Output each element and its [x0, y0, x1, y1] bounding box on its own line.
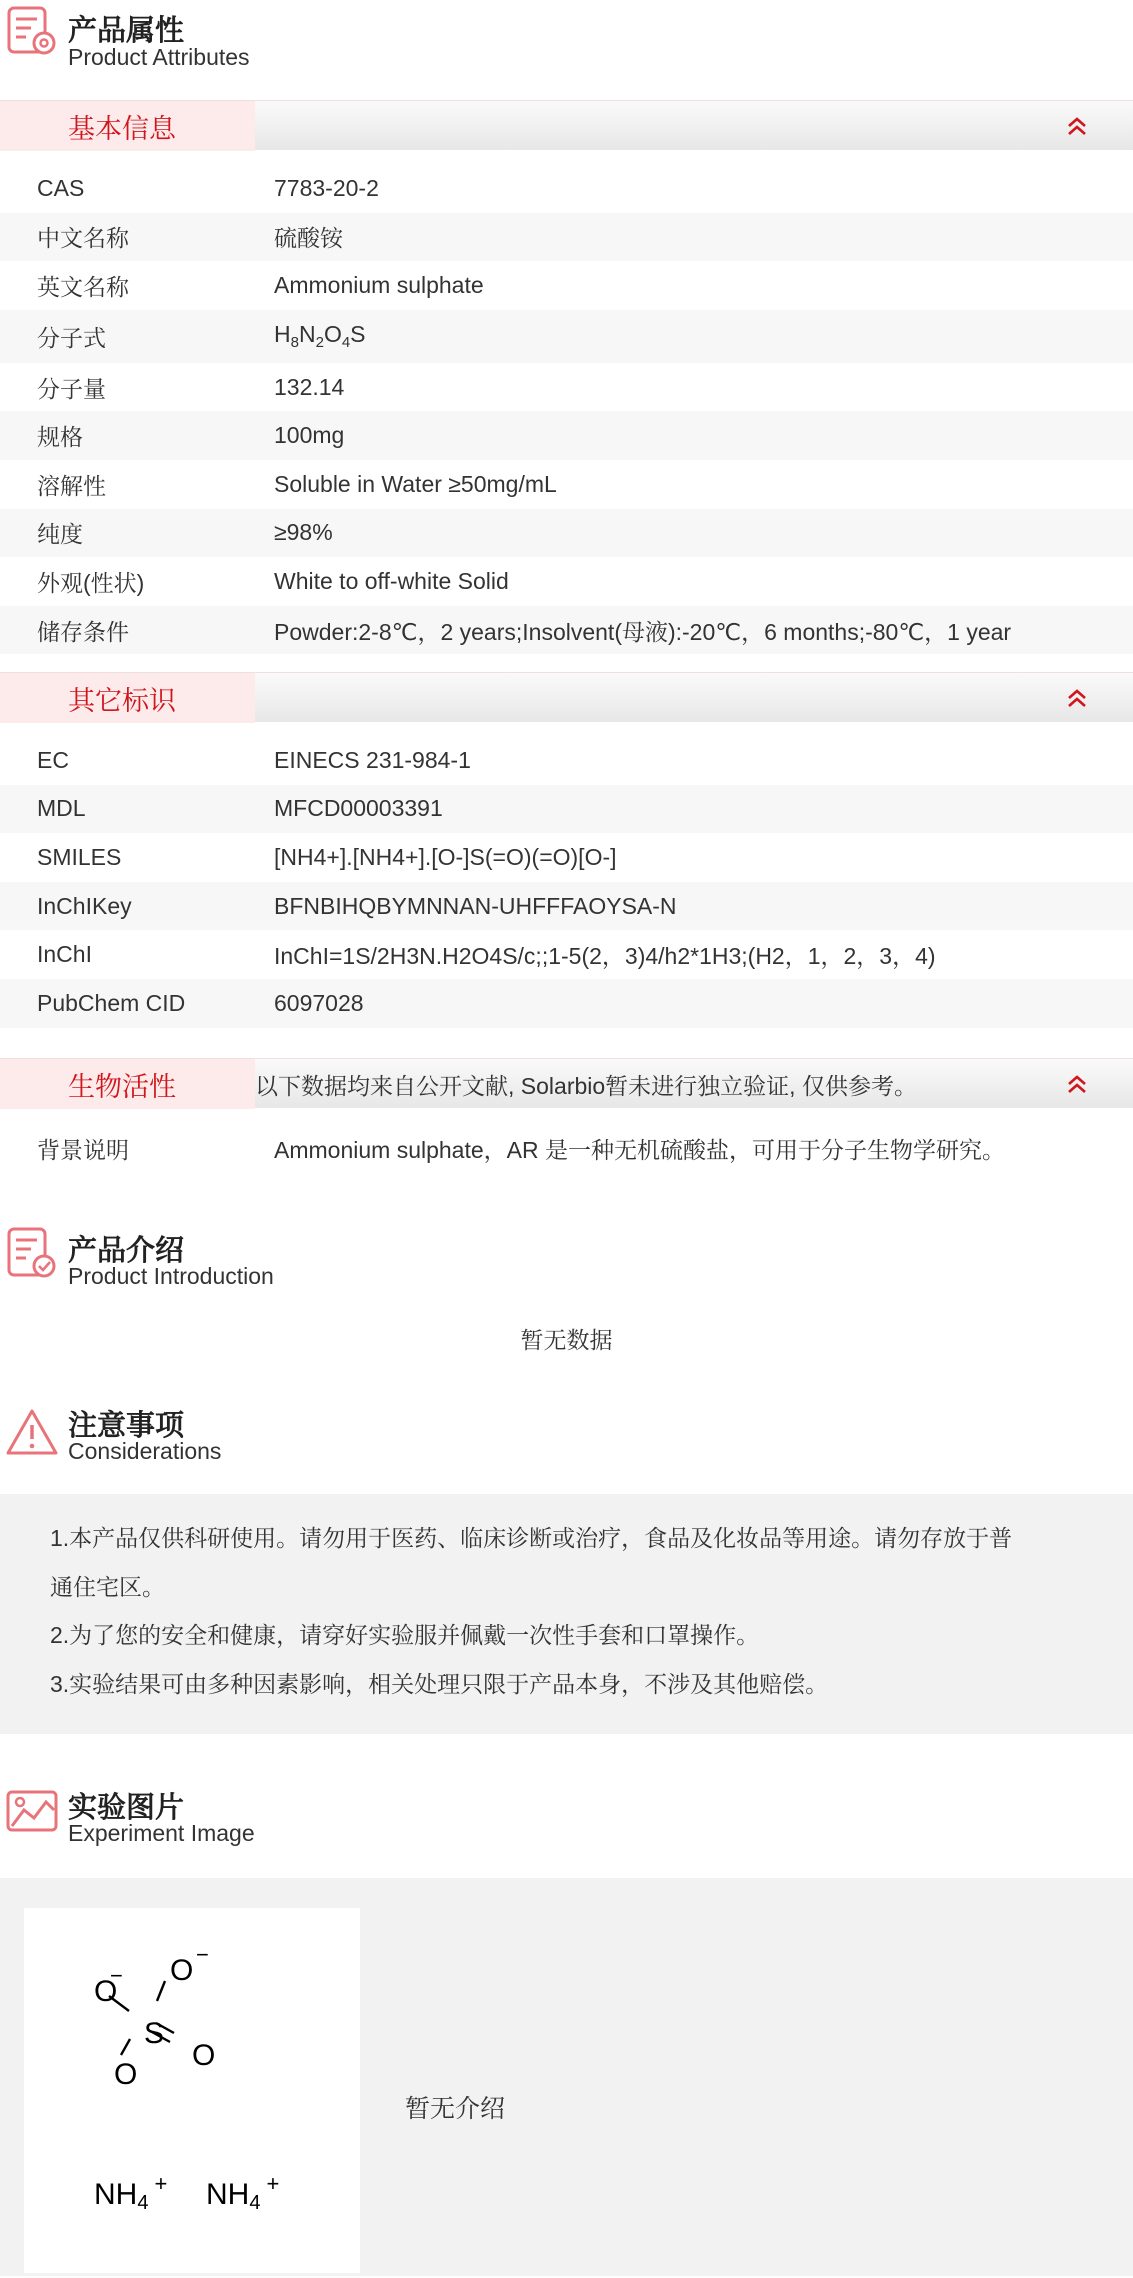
- section-title: 产品介绍: [68, 1235, 185, 1267]
- row-value: Ammonium sulphate: [274, 271, 484, 298]
- row-value: MFCD00003391: [274, 795, 443, 822]
- molecular-formula: $H_8N_2O_4S$: [274, 321, 366, 352]
- table-row: [0, 460, 1133, 509]
- row-key: PubChem CID: [37, 989, 186, 1016]
- empty-data-text: 暂无数据: [520, 1327, 613, 1353]
- row-value: Soluble in Water ≥50mg/mL: [274, 470, 557, 497]
- table-row: [0, 557, 1133, 606]
- document-check-icon: [4, 1225, 60, 1281]
- section-subtitle: Considerations: [68, 1438, 222, 1464]
- row-value: White to off-white Solid: [274, 567, 509, 594]
- other-ids-bar: [0, 672, 1133, 722]
- row-key: 英文名称: [37, 273, 129, 300]
- sulfur-atom: S: [144, 2017, 165, 2050]
- row-value: Ammonium sulphate，AR 是一种无机硫酸盐，可用于分子生物学研究。: [274, 1136, 1005, 1163]
- tab-bio-activity[interactable]: 生物活性: [0, 1059, 255, 1109]
- double-chevron-up-icon[interactable]: [1065, 114, 1089, 138]
- tab-other-ids[interactable]: 其它标识: [0, 673, 255, 723]
- section-title: 注意事项: [68, 1410, 185, 1442]
- warning-triangle-icon: [4, 1405, 60, 1461]
- table-row: [0, 411, 1133, 460]
- row-key: 分子量: [37, 375, 106, 402]
- table-row: [0, 213, 1133, 262]
- table-row: [0, 509, 1133, 558]
- row-key: 纯度: [37, 521, 83, 548]
- section-subtitle: Product Introduction: [68, 1263, 274, 1289]
- ammonium-ion: NH4+: [94, 2171, 168, 2214]
- structure-image: [24, 1908, 360, 2273]
- row-value: ≥98%: [274, 519, 333, 546]
- row-key: 规格: [37, 424, 83, 451]
- row-value: InChI=1S/2H3N.H2O4S/c;;1-5(2，3)4/h2*1H3;(H2，1，2，3，4): [274, 943, 936, 970]
- notice-line: 3.实验结果可由多种因素影响，相关处理只限于产品本身，不涉及其他赔偿。: [50, 1670, 829, 1697]
- row-key: 中文名称: [37, 225, 129, 252]
- notice-line: 2.为了您的安全和健康，请穿好实验服并佩戴一次性手套和口罩操作。: [50, 1622, 760, 1648]
- row-key: 背景说明: [37, 1136, 129, 1163]
- image-caption: 暂无介绍: [405, 2095, 506, 2123]
- negative-charge: −: [196, 1942, 209, 1967]
- table-row: [0, 785, 1133, 834]
- table-row: [0, 736, 1133, 785]
- tab-basic-info[interactable]: 基本信息: [0, 101, 255, 151]
- oxygen-atom: O: [170, 1954, 194, 1987]
- notice-line: 1.本产品仅供科研使用。请勿用于医药、临床诊断或治疗，食品及化妆品等用途。请勿存放于普: [50, 1525, 1013, 1551]
- experiment-image-area: [0, 1878, 1133, 2276]
- row-value: 6097028: [274, 989, 364, 1016]
- oxygen-atom: O: [192, 2039, 216, 2072]
- row-key: InChIKey: [37, 892, 132, 919]
- table-row: [0, 606, 1133, 655]
- table-row: [0, 882, 1133, 931]
- section-title: 实验图片: [68, 1792, 185, 1824]
- row-value: Powder:2-8℃，2 years;Insolvent(母液):-20℃，6 months;-80℃，1 year: [274, 618, 1012, 645]
- document-gear-icon: [4, 2, 60, 58]
- row-value: 132.14: [274, 373, 345, 400]
- oxygen-atom: O: [94, 1975, 118, 2008]
- other-ids-table: [0, 736, 1133, 1028]
- row-value: 硫酸铵: [274, 225, 343, 252]
- table-row: [0, 979, 1133, 1028]
- double-chevron-up-icon[interactable]: [1065, 686, 1089, 710]
- section-subtitle: Product Attributes: [68, 44, 250, 70]
- section-subtitle: Experiment Image: [68, 1820, 255, 1846]
- row-value: BFNBIHQBYMNNAN-UHFFFAOYSA-N: [274, 892, 677, 919]
- basic-info-bar: [0, 100, 1133, 150]
- row-key: 溶解性: [37, 472, 106, 499]
- table-row: [0, 833, 1133, 882]
- row-key: 外观(性状): [37, 569, 145, 596]
- oxygen-atom: O: [114, 2058, 138, 2091]
- considerations-box: [0, 1494, 1133, 1734]
- notice-line: 通住宅区。: [50, 1573, 165, 1600]
- row-key: MDL: [37, 795, 86, 822]
- table-row: [0, 164, 1133, 213]
- row-value: 100mg: [274, 422, 345, 449]
- row-key: InChI: [37, 941, 92, 968]
- ammonium-ion: NH4+: [206, 2171, 280, 2214]
- row-value: EINECS 231-984-1: [274, 746, 471, 773]
- bio-activity-bar: [0, 1058, 1133, 1108]
- table-row: [0, 930, 1133, 979]
- row-value: [NH4+].[NH4+].[O-]S(=O)(=O)[O-]: [274, 843, 617, 870]
- row-key: CAS: [37, 174, 85, 201]
- negative-charge: −: [110, 1963, 123, 1988]
- table-row: [0, 261, 1133, 310]
- ammonium-sulphate-structure: [24, 1908, 360, 2273]
- row-key: 储存条件: [37, 618, 129, 645]
- table-row: [0, 1124, 1133, 1173]
- basic-info-table: [0, 164, 1133, 654]
- row-key: EC: [37, 746, 69, 773]
- table-row: [0, 363, 1133, 412]
- table-row: [0, 310, 1133, 363]
- image-chart-icon: [4, 1784, 60, 1840]
- row-key: 分子式: [37, 324, 106, 351]
- disclaimer-note: 以下数据均来自公开文献, Solarbio暂未进行独立验证, 仅供参考。: [255, 1072, 917, 1099]
- row-value: 7783-20-2: [274, 174, 379, 201]
- row-key: SMILES: [37, 843, 122, 870]
- double-chevron-up-icon[interactable]: [1065, 1072, 1089, 1096]
- section-title: 产品属性: [68, 15, 185, 47]
- bio-activity-table: [0, 1124, 1133, 1173]
